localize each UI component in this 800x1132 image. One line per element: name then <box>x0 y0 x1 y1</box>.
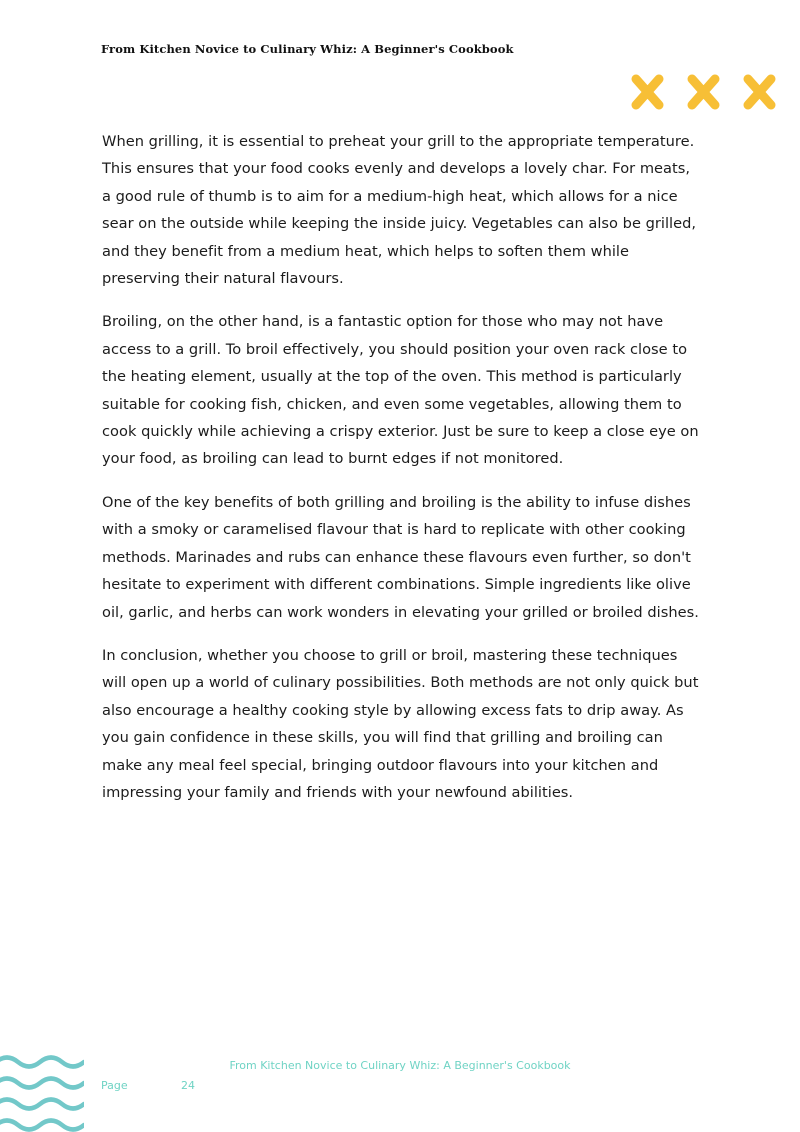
body-text <box>102 128 702 822</box>
footer-title: From Kitchen Novice to Culinary Whiz: A Beginner's Cookbook <box>229 1059 571 1072</box>
paragraph: In conclusion, whether you choose to grill or broil, mastering these techniques will open up a world of culinary possibilities. Both methods are not only quick but also encourage a healthy cooking style by allowing excess fats to drip away. As you gain confidence in these skills, you will find that grilling and broiling can make any meal feel special, bringing outdoor flavours into your kitchen and impressing your family and friends with your newfound abilities. <box>102 646 699 801</box>
paragraph: When grilling, it is essential to preheat your grill to the appropriate temperature. This ensures that your food cooks evenly and develops a lovely char. For meats, a good rule of thumb is to aim for a medium-high heat, which allows for a nice sear on the outside while keeping the inside juicy. Vegetables can also be grilled, and they benefit from a medium heat, which helps to soften them while preserving their natural flavours. <box>102 133 697 288</box>
page-number: 24 <box>181 1079 195 1092</box>
x-mark-icon-group <box>626 70 786 116</box>
x-mark-icon <box>692 79 715 105</box>
page-label: Page <box>101 1079 128 1092</box>
paragraph: Broiling, on the other hand, is a fantastic option for those who may not have access to a grill. To broil effectively, you should position your oven rack close to the heating element, usually at the top of the oven. This method is particularly suitable for cooking fish, chicken, and even some vegetables, allowing them to cook quickly while achieving a crispy exterior. Just be sure to keep a close eye on your food, as broiling can lead to burnt edges if not monitored. <box>102 313 699 468</box>
header-title: From Kitchen Novice to Culinary Whiz: A Beginner's Cookbook <box>101 42 514 56</box>
x-mark-icon <box>636 79 659 105</box>
paragraph: One of the key benefits of both grilling and broiling is the ability to infuse dishes with a smoky or caramelised flavour that is hard to replicate with other cooking methods. Marinades and rubs can enhance these flavours even further, so don't hesitate to experiment with different combinations. Simple ingredients like olive oil, garlic, and herbs can work wonders in elevating your grilled or broiled dishes. <box>102 493 699 621</box>
x-mark-icon <box>748 79 771 105</box>
